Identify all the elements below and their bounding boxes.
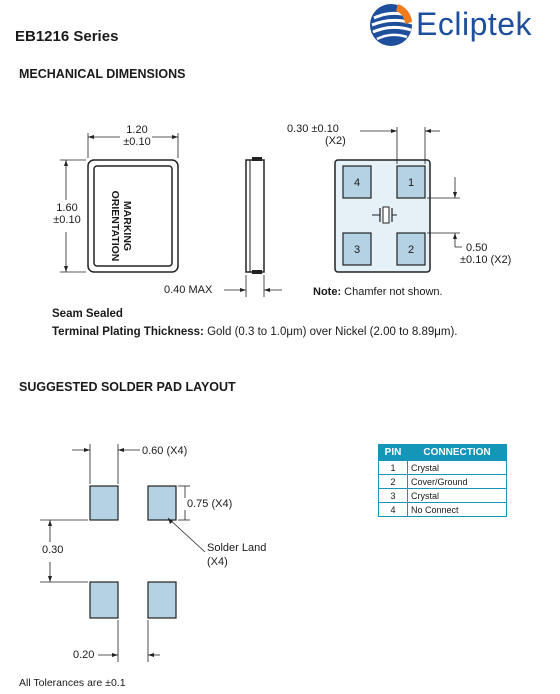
solder-pad-tl [90,486,118,520]
marking-orientation [83,166,133,286]
pin-header: PIN [379,445,408,461]
plating-label: Terminal Plating Thickness: [52,326,204,338]
connection-cell: No Connect [408,503,507,517]
table-row [379,461,507,475]
pin-cell: 2 [379,475,408,489]
height-label-2: ±0.10 [53,214,81,226]
solder-land-label-2: (X4) [207,556,228,568]
brand-name: Ecliptek [416,6,533,42]
package-side-view [224,157,282,297]
height-label-1: 1.60 [56,202,78,214]
pin-1-label: 1 [408,177,415,189]
table-row [379,503,507,517]
table-row [379,475,507,489]
pad-gap-label-1: 0.50 [466,242,488,254]
mechanical-title: MECHANICAL DIMENSIONS [19,67,186,81]
pin-cell: 3 [379,489,408,503]
max-label: 0.40 MAX [164,284,213,296]
solder-title: SUGGESTED SOLDER PAD LAYOUT [19,380,236,394]
width-label-1: 1.20 [126,124,148,136]
pin-3-label: 3 [354,244,361,256]
pin-2-label: 2 [408,244,415,256]
pad-gap-label-2: ±0.10 (X2) [460,254,512,266]
pitch-label: 0.20 [73,649,95,661]
connection-cell: Crystal [408,461,507,475]
note-text: Chamfer not shown. [344,286,443,298]
solder-pad-bl [90,582,118,618]
series-title: EB1216 Series [15,28,119,45]
pin-cell: 1 [379,461,408,475]
ecliptek-logo-icon [368,2,416,48]
pad-height-label: 0.75 (X4) [187,498,233,510]
chamfer-note [313,286,443,298]
pad-width-label-2: (X2) [325,135,346,147]
pad-width-label-1: 0.30 ±0.10 [287,123,339,135]
connection-header: CONNECTION [408,445,507,461]
solder-pad-tr [148,486,176,520]
pin-4-label: 4 [354,177,361,189]
marking-line-1: MARKING [121,200,133,252]
solder-land-label-1: Solder Land [207,542,267,554]
tolerance-note: All Tolerances are ±0.1 [19,677,126,689]
table-row [379,489,507,503]
solder-pad-br [148,582,176,618]
connection-cell: Cover/Ground [408,475,507,489]
connection-cell: Crystal [408,489,507,503]
pad-width-label: 0.60 (X4) [142,445,188,457]
note-label: Note: [313,286,342,298]
pin-cell: 4 [379,503,408,517]
pin-connection-table [378,444,507,517]
plating-text: Gold (0.3 to 1.0μm) over Nickel (2.00 to 8.89μm). [207,326,458,338]
seam-sealed: Seam Sealed [52,308,123,320]
marking-line-2: ORIENTATION [109,190,121,262]
gap-label: 0.30 [42,544,64,556]
width-label-2: ±0.10 [123,136,151,148]
plating-line [52,326,457,338]
